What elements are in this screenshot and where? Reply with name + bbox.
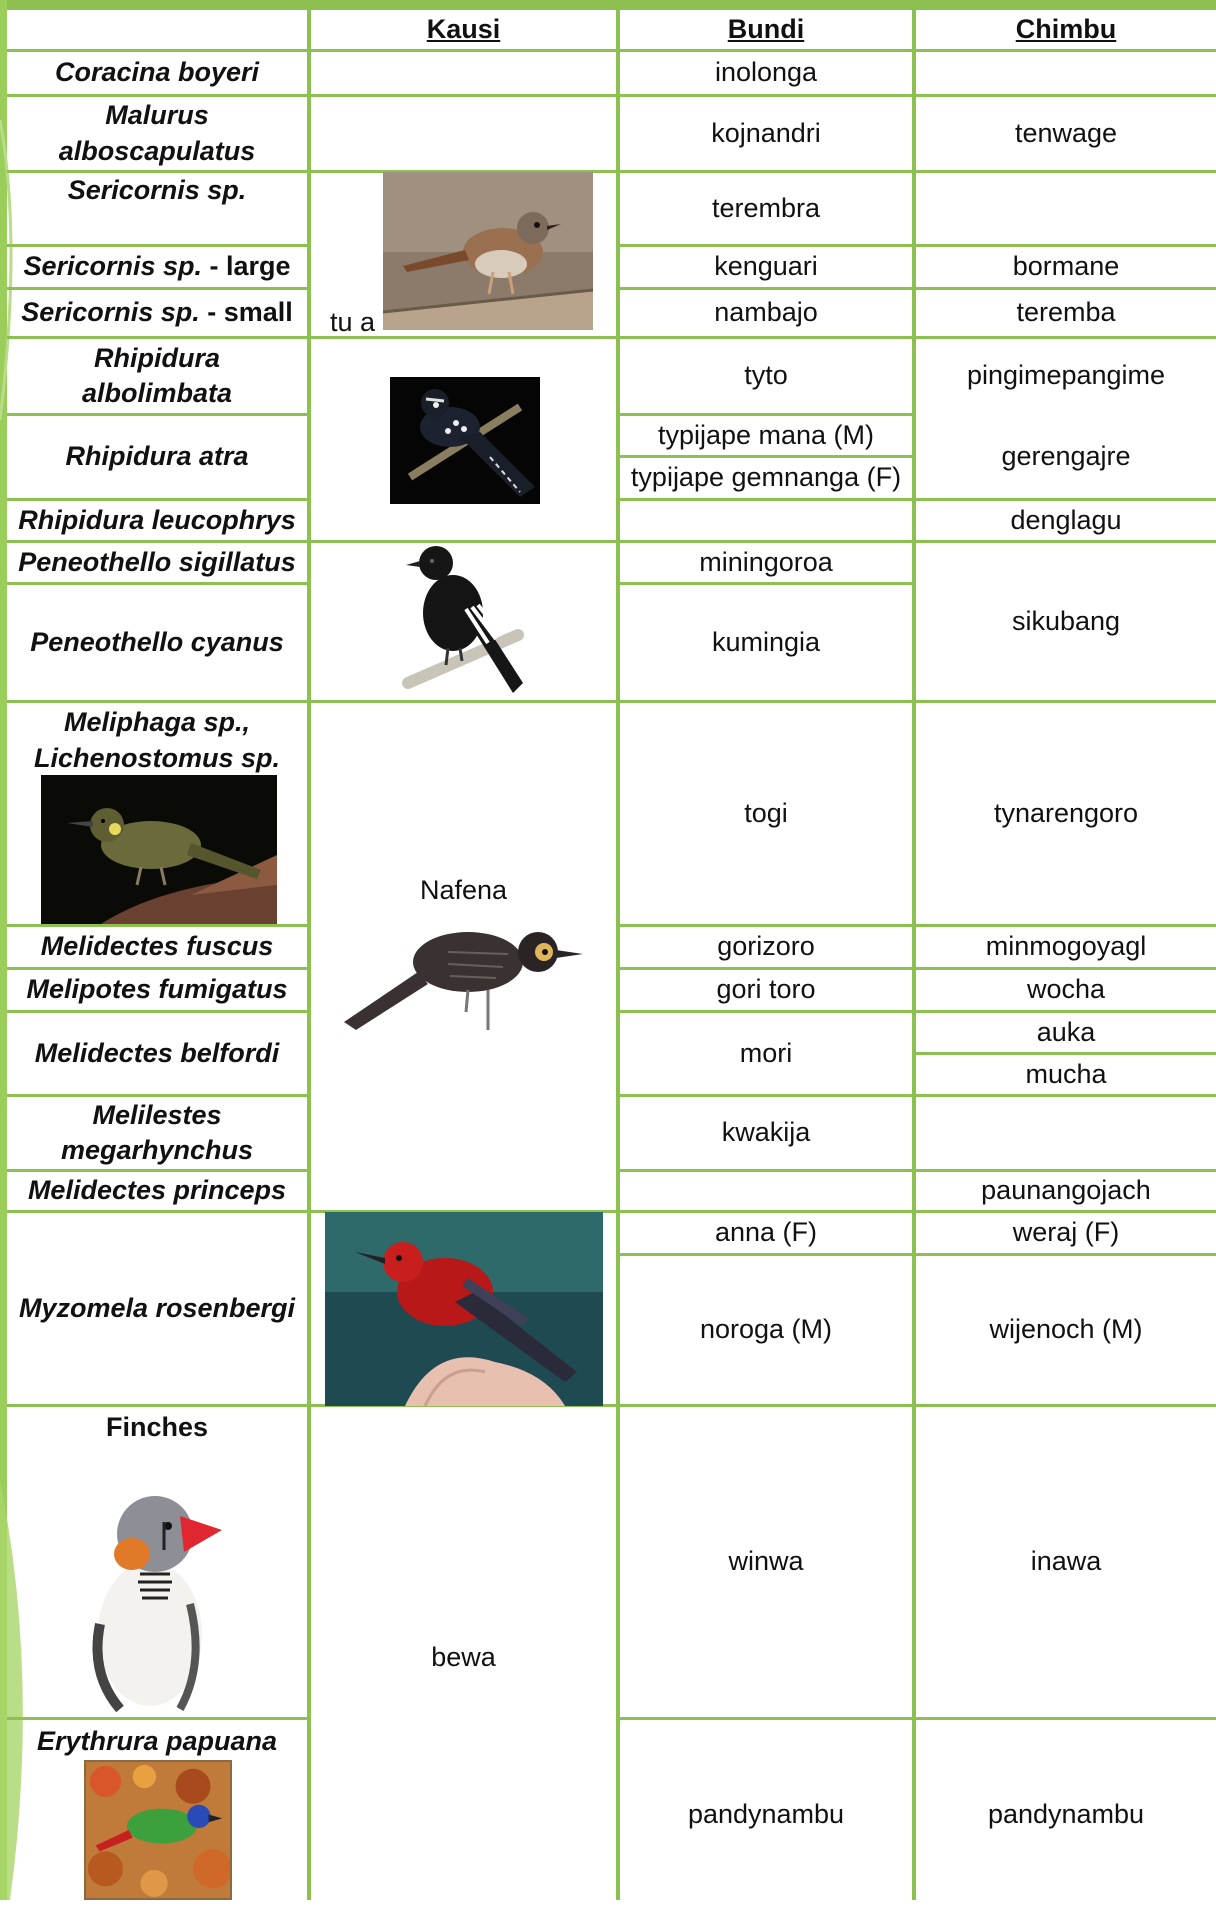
species-name-line: Lichenostomus sp.	[33, 743, 281, 773]
fantail-photo	[390, 377, 540, 504]
bundi-name: kwakija	[721, 1117, 811, 1148]
chimbu-name: wijenoch (M)	[989, 1314, 1143, 1345]
grid-line	[7, 1717, 309, 1720]
species-name: Myzomela rosenbergi	[18, 1292, 296, 1323]
chimbu-name: weraj (F)	[1012, 1217, 1120, 1248]
species-name	[7, 97, 307, 170]
column-header-bundi: Bundi	[727, 13, 805, 44]
species-name: Rhipidura leucophrys	[18, 504, 296, 535]
bundi-name: miningoroa	[699, 546, 833, 577]
species-name	[7, 339, 307, 413]
bundi-name: kenguari	[714, 251, 818, 282]
species-name-line: Rhipidura	[94, 342, 220, 373]
black-robin-drawing	[398, 543, 528, 700]
scrubwren-photo	[383, 172, 593, 330]
species-name: Sericornis sp.	[67, 175, 247, 206]
bundi-name: anna (F)	[714, 1217, 818, 1248]
species-name-line: Malurus	[105, 100, 209, 131]
species-name-part: Sericornis sp.	[21, 297, 200, 328]
size-qualifier: - large	[202, 251, 291, 282]
grid-line	[618, 498, 914, 501]
species-name-line: albolimbata	[81, 378, 233, 408]
bundi-name: noroga (M)	[699, 1314, 833, 1345]
bundi-name: nambajo	[714, 297, 818, 328]
chimbu-name: mucha	[1025, 1058, 1107, 1089]
size-qualifier: - small	[199, 297, 293, 328]
species-name-part: Sericornis sp.	[23, 251, 203, 282]
parrotfinch-photo	[84, 1760, 232, 1900]
bundi-name: kojnandri	[711, 117, 821, 148]
bundi-name: togi	[744, 797, 788, 828]
species-name: Rhipidura atra	[65, 441, 249, 472]
chimbu-name: wocha	[1026, 974, 1106, 1005]
grid-line	[309, 700, 618, 703]
bundi-name: winwa	[728, 1546, 804, 1577]
chimbu-name: denglagu	[1010, 504, 1122, 535]
species-name-line: Melilestes	[92, 1099, 222, 1130]
grid-line	[618, 1169, 914, 1172]
species-name: Melidectes belfordi	[34, 1037, 280, 1068]
chimbu-name: tenwage	[1014, 117, 1118, 148]
chimbu-name: gerengajre	[1001, 441, 1131, 472]
species-name: Melidectes fuscus	[40, 931, 274, 962]
species-name-line: megarhynchus	[60, 1135, 254, 1165]
chimbu-name: pingimepangime	[966, 360, 1166, 391]
grid-line	[914, 170, 1216, 173]
column-header-kausi: Kausi	[426, 13, 501, 44]
honeyeater-photo	[41, 775, 277, 924]
bundi-name: kumingia	[711, 626, 821, 657]
chimbu-name: teremba	[1016, 297, 1116, 328]
bundi-name: tyto	[744, 360, 788, 391]
chimbu-name: pandynambu	[987, 1799, 1145, 1830]
bundi-name: terembra	[711, 192, 821, 223]
bundi-name: typijape gemnanga (F)	[630, 462, 902, 493]
chimbu-name: bormane	[1012, 251, 1120, 282]
chimbu-name: tynarengoro	[993, 797, 1139, 828]
species-name: Coracina boyeri	[54, 57, 260, 88]
species-name: Peneothello sigillatus	[18, 546, 296, 577]
column-header-chimbu: Chimbu	[1015, 13, 1117, 44]
bundi-name: pandynambu	[687, 1799, 845, 1830]
bundi-name: mori	[739, 1037, 793, 1068]
bundi-name: inolonga	[714, 57, 818, 88]
dark-honeyeater-drawing	[338, 912, 596, 1037]
species-name: Peneothello cyanus	[30, 626, 284, 657]
chimbu-name: sikubang	[1011, 605, 1121, 636]
group-label-finches: Finches	[105, 1412, 209, 1442]
grid-line	[7, 700, 309, 703]
species-name-line: alboscapulatus	[58, 135, 256, 166]
grid-line	[7, 1404, 309, 1407]
grid-line	[914, 1094, 1216, 1097]
bundi-name: typijape mana (M)	[657, 419, 875, 450]
species-name	[7, 1097, 307, 1169]
grid-line	[307, 7, 311, 1900]
chimbu-name: paunangojach	[981, 1175, 1151, 1206]
species-name: Melidectes princeps	[27, 1175, 287, 1206]
species-name: Melipotes fumigatus	[26, 974, 288, 1005]
kausi-name: Nafena	[419, 875, 508, 905]
species-name-line: Meliphaga sp.,	[63, 707, 251, 737]
myzomela-photo	[325, 1212, 603, 1406]
zebra-finch-photo	[80, 1474, 230, 1714]
chimbu-name: inawa	[1030, 1546, 1102, 1577]
chimbu-name: minmogoyagl	[985, 931, 1147, 962]
grid-line	[309, 94, 618, 97]
species-name	[7, 247, 307, 287]
species-name	[7, 290, 307, 336]
species-name: Erythrura papuana	[36, 1726, 278, 1756]
chimbu-name: auka	[1036, 1016, 1096, 1047]
bundi-name: gori toro	[716, 974, 816, 1005]
bundi-name: gorizoro	[717, 931, 815, 962]
kausi-name: tu a	[330, 307, 376, 337]
kausi-name: bewa	[431, 1642, 496, 1672]
